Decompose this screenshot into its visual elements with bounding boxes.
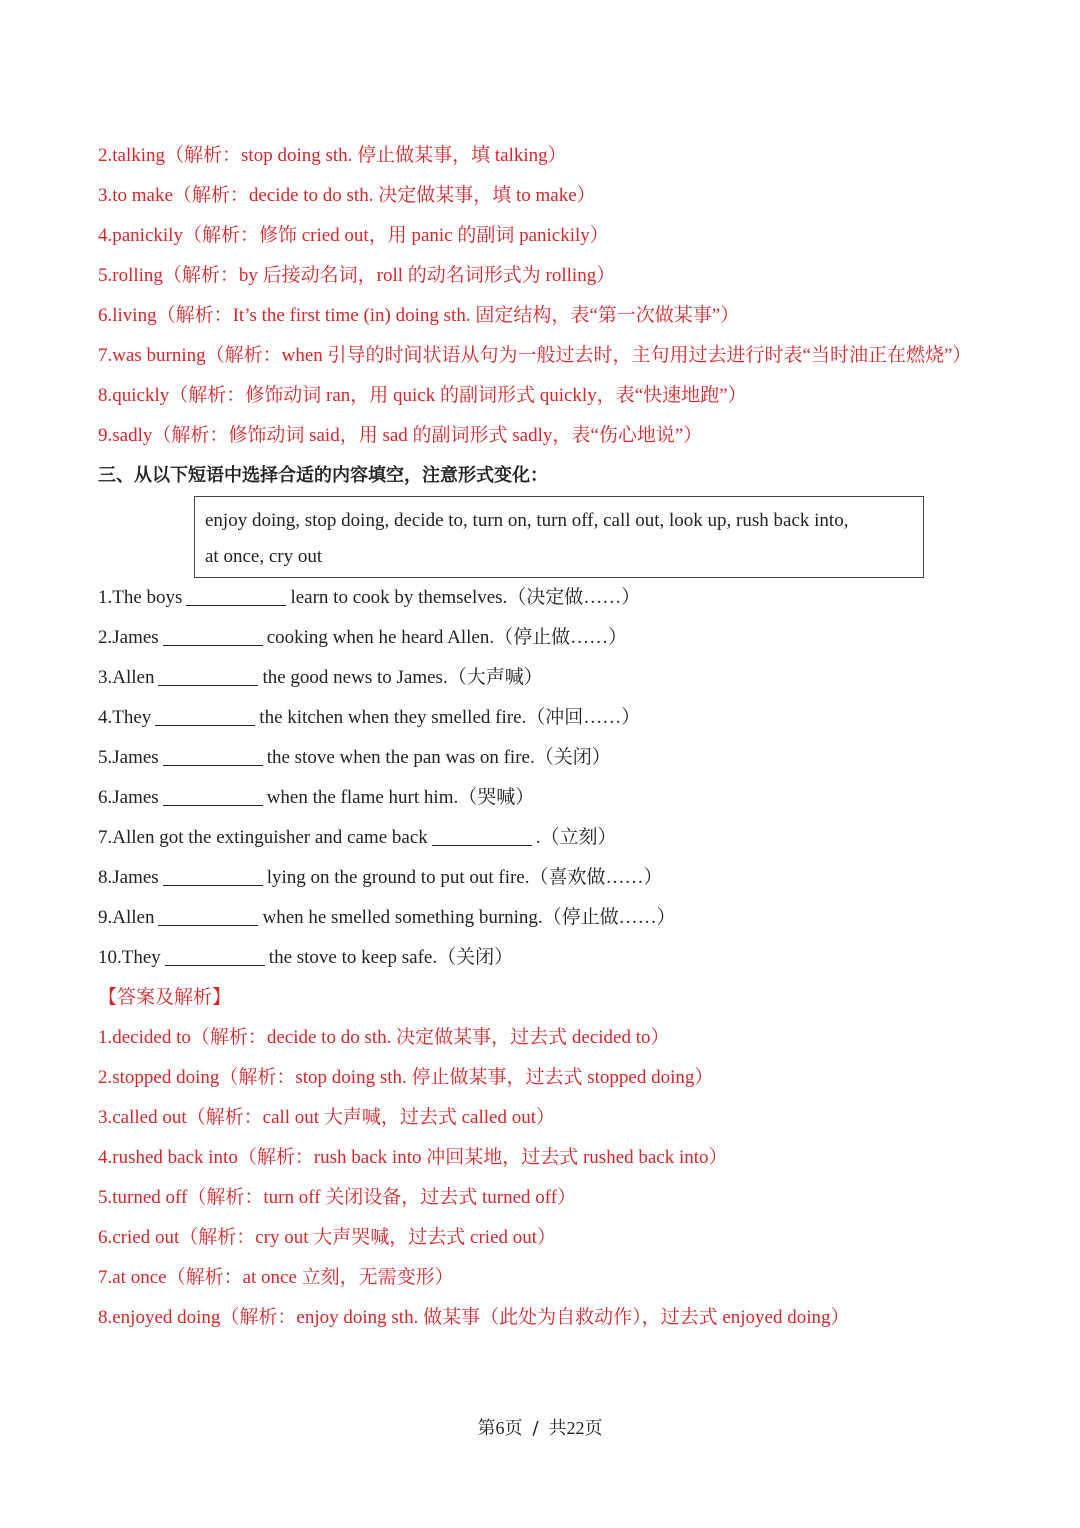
answer-line: 6.living（解析：It’s the first time (in) doing sth. 固定结构，表“第一次做某事”） — [98, 305, 740, 326]
question-text: 6.James — [98, 787, 159, 808]
phrase-box — [194, 496, 924, 578]
question-text: the stove to keep safe.（关闭） — [268, 947, 514, 968]
blank-line — [158, 665, 258, 686]
answer-line: 2.stopped doing（解析：stop doing sth. 停止做某事，过去式 stopped doing） — [98, 1067, 714, 1088]
answer-line: 7.at once（解析：at once 立刻，无需变形） — [98, 1267, 454, 1288]
blank-line — [163, 625, 263, 646]
answer-line: 4.rushed back into（解析：rush back into 冲回某地，过去式 rushed back into） — [98, 1147, 728, 1168]
answer-line: 8.quickly（解析：修饰动词 ran，用 quick 的副词形式 quickly，表“快速地跑”） — [98, 385, 747, 406]
question-text: the good news to James.（大声喊） — [262, 667, 543, 688]
blank-line — [155, 705, 255, 726]
question-item — [98, 818, 988, 858]
question-item — [98, 658, 988, 698]
page-total: 共22页 — [548, 1418, 603, 1438]
question-text: 7.Allen got the extinguisher and came back — [98, 827, 428, 848]
question-text: 10.They — [98, 947, 161, 968]
question-text: when he smelled something burning.（停止做……） — [262, 907, 676, 928]
phrase-box-line: at once, cry out — [205, 546, 323, 567]
question-text: cooking when he heard Allen.（停止做……） — [266, 627, 628, 648]
phrase-box-line: enjoy doing, stop doing, decide to, turn on, turn off, call out, look up, rush back into, — [205, 510, 849, 531]
page-number: 第6页 — [477, 1418, 523, 1438]
answer-line: 9.sadly（解析：修饰动词 said，用 sad 的副词形式 sadly，表“伤心地说”） — [98, 425, 703, 446]
answer-heading: 【答案及解析】 — [98, 987, 232, 1008]
question-item — [98, 738, 988, 778]
answer-line: 1.decided to（解析：decide to do sth. 决定做某事，过去式 decided to） — [98, 1027, 670, 1048]
section-heading: 三、从以下短语中选择合适的内容填空，注意形式变化： — [98, 465, 548, 486]
answer-line: 4.panickily（解析：修饰 cried out，用 panic 的副词 panickily） — [98, 225, 609, 246]
question-item — [98, 778, 988, 818]
question-text: 4.They — [98, 707, 152, 728]
answer-line: 3.to make（解析：decide to do sth. 决定做某事，填 to make） — [98, 185, 596, 206]
question-text: 2.James — [98, 627, 159, 648]
answer-line: 3.called out（解析：call out 大声喊，过去式 called out） — [98, 1107, 555, 1128]
answer-line: 8.enjoyed doing（解析：enjoy doing sth. 做某事（此处为自救动作），过去式 enjoyed doing） — [98, 1307, 850, 1328]
blank-line — [163, 745, 263, 766]
question-item — [98, 698, 988, 738]
question-item — [98, 898, 988, 938]
question-item — [98, 578, 988, 618]
question-text: when the flame hurt him.（哭喊） — [266, 787, 535, 808]
blank-line — [163, 785, 263, 806]
answer-line: 2.talking（解析：stop doing sth. 停止做某事，填 talking） — [98, 145, 567, 166]
question-text: lying on the ground to put out fire.（喜欢做……） — [266, 867, 663, 888]
blank-line — [432, 825, 532, 846]
blank-line — [186, 585, 286, 606]
question-text: 3.Allen — [98, 667, 155, 688]
blank-line — [163, 865, 263, 886]
blank-line — [165, 945, 265, 966]
question-text: learn to cook by themselves.（决定做……） — [290, 587, 641, 608]
answer-line: 5.turned off（解析：turn off 关闭设备，过去式 turned off） — [98, 1187, 577, 1208]
question-item — [98, 618, 988, 658]
question-text: 1.The boys — [98, 587, 183, 608]
answer-line: 6.cried out（解析：cry out 大声哭喊，过去式 cried out） — [98, 1227, 557, 1248]
footer-separator: / — [532, 1418, 539, 1439]
question-text: 9.Allen — [98, 907, 155, 928]
question-text: .（立刻） — [535, 827, 617, 848]
page-content — [98, 136, 988, 1338]
blank-line — [158, 905, 258, 926]
question-item — [98, 938, 988, 978]
question-item — [98, 858, 988, 898]
page-footer — [0, 1414, 1080, 1440]
answer-line: 7.was burning（解析：when 引导的时间状语从句为一般过去时，主句用过去进行时表“当时油正在燃烧”） — [98, 345, 972, 366]
question-text: 8.James — [98, 867, 159, 888]
question-text: the kitchen when they smelled fire.（冲回……） — [259, 707, 641, 728]
question-text: 5.James — [98, 747, 159, 768]
answer-line: 5.rolling（解析：by 后接动名词，roll 的动名词形式为 rolling） — [98, 265, 616, 286]
question-text: the stove when the pan was on fire.（关闭） — [266, 747, 611, 768]
